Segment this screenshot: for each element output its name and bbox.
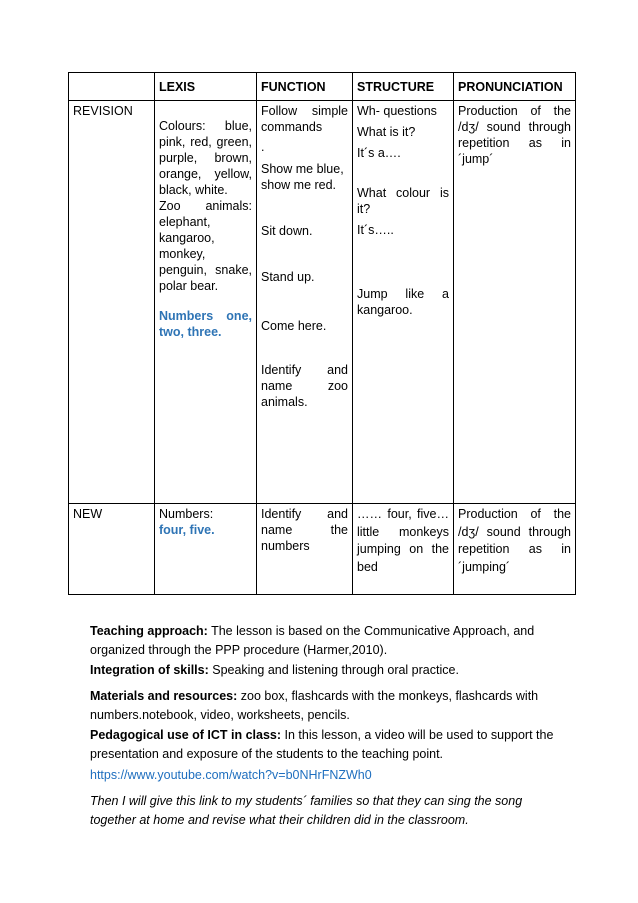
new-lexis-numbers: four, five. — [159, 523, 215, 537]
function-identify: Identify and name zoo animals. — [261, 363, 348, 409]
ict-paragraph — [90, 726, 558, 763]
ict-label: Pedagogical use of ICT in class: — [90, 728, 282, 742]
function-follow: Follow simple commands — [261, 104, 348, 134]
new-pronunciation — [454, 504, 576, 595]
integration-text: Speaking and listening through oral practice. — [208, 663, 459, 677]
structure-its-a: It´s a…. — [357, 146, 401, 160]
new-row — [69, 504, 576, 595]
new-structure — [353, 504, 454, 595]
revision-structure — [353, 101, 454, 504]
pronunciation-revision-text: Production of the /dʒ/ sound through repetition as in ´jump´ — [458, 104, 571, 166]
structure-its: It´s….. — [357, 223, 394, 237]
structure-what-colour: What colour is it? — [357, 186, 449, 216]
function-dot: . — [261, 140, 265, 154]
function-stand: Stand up. — [261, 270, 315, 284]
header-function: FUNCTION — [257, 73, 353, 101]
new-structure-text: …… four, five…little monkeys jumping on the bed — [357, 507, 449, 574]
header-pronunciation: PRONUNCIATION — [454, 73, 576, 101]
materials-text: zoo box, flashcards with the monkeys, flashcards with numbers.notebook, video, worksheets, pencils. — [90, 689, 539, 722]
function-show: Show me blue, show me red. — [261, 162, 344, 192]
new-function — [257, 504, 353, 595]
function-come: Come here. — [261, 319, 327, 333]
lexis-numbers: Numbers one, two, three. — [159, 309, 252, 339]
new-pronunciation-text: Production of the /dʒ/ sound through repetition as in ´jumping´ — [458, 507, 571, 574]
teaching-approach-paragraph — [90, 622, 558, 659]
structure-jump: Jump like a kangaroo. — [357, 287, 449, 317]
teaching-approach-label: Teaching approach: — [90, 624, 208, 638]
lexis-zoo-animals: Zoo animals: elephant, kangaroo, monkey, penguin, snake, polar bear. — [159, 199, 252, 293]
revision-row — [69, 101, 576, 504]
header-empty — [69, 73, 155, 101]
teaching-approach-text: The lesson is based on the Communicative Approach, and organized through the PPP procedure (Harmer,2010). — [90, 624, 535, 657]
revision-lexis — [155, 101, 257, 504]
header-lexis: LEXIS — [155, 73, 257, 101]
new-label: NEW — [69, 504, 155, 595]
new-lexis — [155, 504, 257, 595]
ict-text: In this lesson, a video will be used to support the presentation and exposure of the students to the teaching point. — [90, 728, 554, 761]
integration-paragraph — [90, 661, 558, 680]
revision-label: REVISION — [69, 101, 155, 504]
structure-what-is: What is it? — [357, 125, 416, 139]
revision-function — [257, 101, 353, 504]
integration-label: Integration of skills: — [90, 663, 209, 677]
new-function-text: Identify and name the numbers — [261, 507, 348, 553]
table-header-row — [69, 73, 576, 101]
lesson-plan-table — [68, 72, 576, 595]
new-lexis-prefix: Numbers: — [159, 507, 214, 521]
video-link[interactable]: https://www.youtube.com/watch?v=b0NHrFNZWh0 — [90, 768, 372, 782]
header-structure: STRUCTURE — [353, 73, 454, 101]
structure-wh: Wh- questions — [357, 104, 437, 118]
closing-paragraph: Then I will give this link to my students´ families so that they can sing the song together at home and revise what their children did in the classroom. — [90, 794, 523, 827]
materials-label: Materials and resources: — [90, 689, 238, 703]
function-sit: Sit down. — [261, 224, 313, 238]
materials-paragraph — [90, 687, 558, 724]
revision-pronunciation — [454, 101, 576, 504]
lexis-colours: Colours: blue, pink, red, green, purple, brown, orange, yellow, black, white. — [159, 119, 252, 197]
